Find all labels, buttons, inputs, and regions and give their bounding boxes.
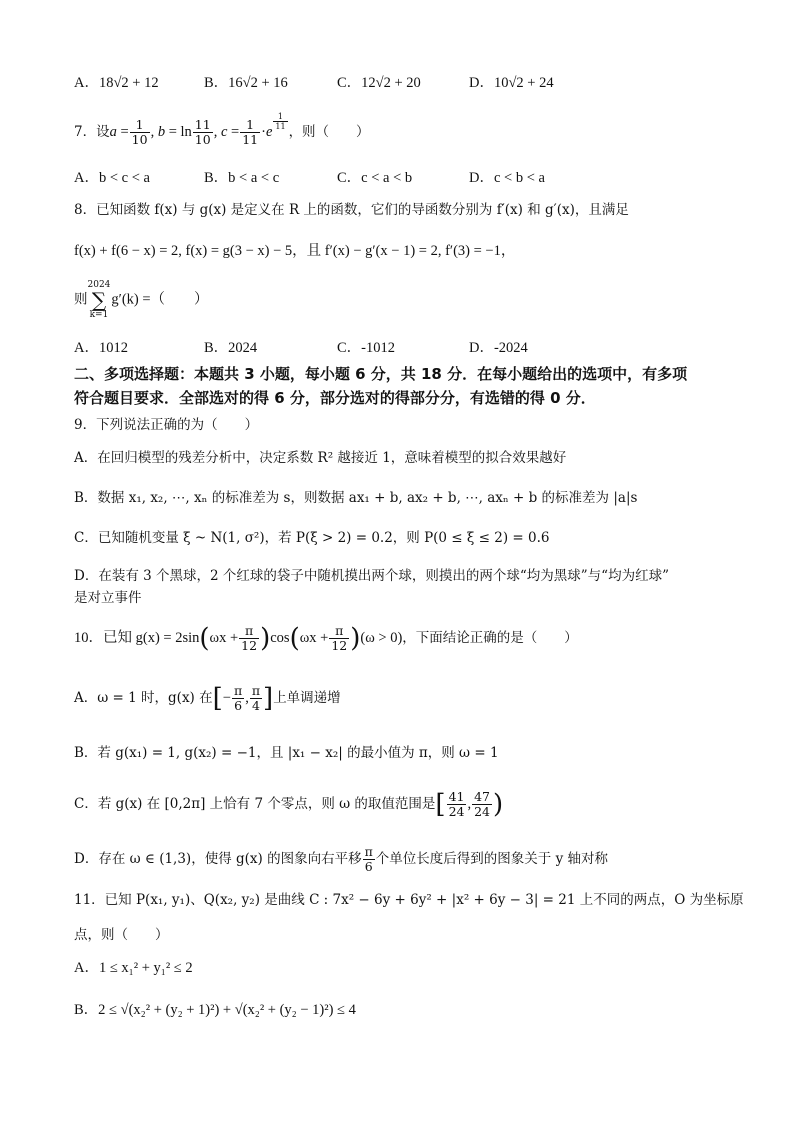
q10-option-b: B．若 g(x₁) = 1, g(x₂) = −1，且 |x₁ − x₂| 的最小值为 π，则 ω = 1 [74, 745, 499, 761]
q10-option-c: C．若 g(x) 在 [0,2π] 上恰有 7 个零点，则 ω 的取值范围是[ $\frac{41}{24}$ , $\frac{47}{24}$ ) [74, 789, 504, 820]
q9-option-c: C．已知随机变量 ξ ~ N(1, σ²)，若 P(ξ > 2) = 0.2，则 P(0 ≤ ξ ≤ 2) = 0.6 [74, 530, 550, 546]
q8-option-b: B．2024 [204, 340, 258, 356]
q8-option-a: A．1012 [74, 340, 128, 356]
q8-stem-line2: f(x) + f(6 − x) = 2, f(x) = g(3 − x) − 5，且 f′(x) − g′(x − 1) = 2, f′(3) = −1， [74, 243, 516, 259]
q11-stem-line2: 点，则（ ） [74, 927, 169, 943]
q7-suffix: ，则（ ） [288, 124, 370, 140]
q8-option-d: D．-2024 [469, 340, 528, 356]
q7-stem: 7．设a = $\frac{1}{10}$ , b = ln $\frac{11}{10}$ , c = $\frac{1}{11}$ ·e $\frac{1}{11}$ ，则（ ） [74, 112, 370, 147]
q8-sum-symbol: 2024 ∑ k=1 [87, 280, 111, 320]
q7-frac-a: $\frac{1}{10}$ [131, 117, 148, 147]
q9-option-a: A．在回归模型的残差分析中，决定系数 R² 越接近 1，意味着模型的拟合效果越好 [74, 450, 567, 466]
q10-stem: 10．已知 g(x) = 2sin(ωx + $\frac{\pi}{12}$ )cos(ωx + $\frac{\pi}{12}$ )(ω > 0)，下面结论正确的是（ ） [74, 623, 578, 654]
q8-sum-prefix: 则 [74, 291, 88, 308]
q7-option-b: B．b < a < c [204, 170, 280, 186]
q6-option-c: C．12√2 + 20 [337, 75, 421, 91]
q9-option-b: B．数据 x₁, x₂, ⋯, xₙ 的标准差为 s，则数据 ax₁ + b, ax₂ + b, ⋯, axₙ + b 的标准差为 |a|s [74, 490, 638, 506]
q10-prefix: 10．已知 g(x) = 2sin [74, 630, 200, 646]
q6-option-b: B．16√2 + 16 [204, 75, 288, 91]
q10-option-d: D．存在 ω ∈ (1,3)，使得 g(x) 的图象向右平移 $\frac{\pi}{6}$ 个单位长度后得到的图象关于 y 轴对称 [74, 844, 609, 874]
q10-condition: (ω > 0) [360, 630, 403, 646]
q8-stem-line1: 8．已知函数 f(x) 与 g(x) 是定义在 R 上的函数，它们的导函数分别为 f′(x) 和 g′(x)，且满足 [74, 202, 629, 218]
q11-option-a: A．1 ≤ x₁² + y₁² ≤ 2 [74, 960, 193, 976]
q9-option-d-line2: 是对立事件 [74, 590, 142, 606]
q7-ln: ln [180, 124, 192, 140]
section2-line1: 二、多项选择题：本题共 3 小题，每小题 6 分，共 18 分．在每小题给出的选项中，有多项 [74, 365, 688, 383]
section2-line2: 符合题目要求．全部选对的得 6 分，部分选对的得部分分，有选错的得 0 分． [74, 389, 596, 407]
q7-exp: $\frac{1}{11}$ [275, 112, 286, 131]
q7-option-c: C．c < a < b [337, 170, 413, 186]
q10-suffix: ，下面结论正确的是（ ） [402, 630, 578, 646]
q10-option-a: A．ω = 1 时，g(x) 在[− $\frac{\pi}{6}$ , $\frac{\pi}{4}$ ]上单调递增 [74, 683, 341, 714]
q9-stem: 9．下列说法正确的为（ ） [74, 417, 259, 433]
q11-option-b: B．2 ≤ √(x₂² + (y₂ + 1)²) + √(x₂² + (y₂ − 1)²) ≤ 4 [74, 1002, 356, 1018]
q7-option-d: D．c < b < a [469, 170, 545, 186]
q8-sum-line [74, 280, 209, 324]
q9-option-d-line1: D．在装有 3 个黑球，2 个红球的袋子中随机摸出两个球，则摸出的两个球“均为黑球”与“均为红球” [74, 568, 669, 584]
q7-frac-b: $\frac{11}{10}$ [194, 117, 211, 147]
q8-sum-body: g′(k) =（ ） [111, 291, 209, 308]
q8-option-c: C．-1012 [337, 340, 395, 356]
q6-option-a: A．18√2 + 12 [74, 75, 159, 91]
q7-prefix: 7．设 [74, 124, 110, 140]
q6-option-d: D．10√2 + 24 [469, 75, 554, 91]
q11-stem-line1: 11．已知 P(x₁, y₁)、Q(x₂, y₂) 是曲线 C : 7x² − 6y + 6y² + |x² + 6y − 3| = 21 上不同的两点，O 为坐标原 [74, 892, 744, 908]
q7-frac-c: $\frac{1}{11}$ [242, 117, 259, 147]
q7-option-a: A．b < c < a [74, 170, 150, 186]
